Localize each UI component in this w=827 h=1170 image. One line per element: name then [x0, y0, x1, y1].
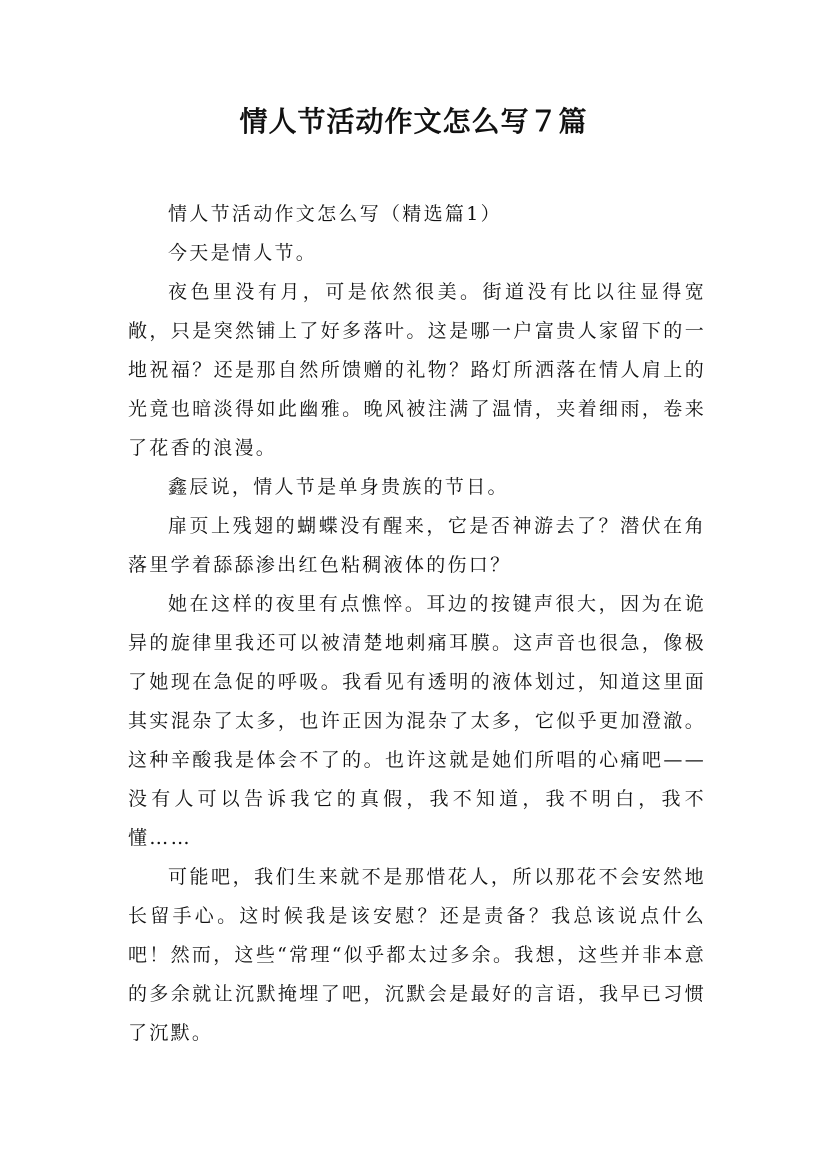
page-title: 情人节活动作文怎么写７篇: [239, 105, 588, 138]
paragraph: 可能吧，我们生来就不是那惜花人，所以那花不会安然地长留手心。这时候我是该安慰？还是责备？我总该说点什么吧！然而，这些“常理“似乎都太过多余。我想，这些并非本意的多余就让沉默掩埋了吧，沉默会是最好的言语，我早已习惯了沉默。: [128, 866, 706, 1044]
paragraph: 她在这样的夜里有点憔悴。耳边的按键声很大，因为在诡异的旋律里我还可以被清楚地刺痛耳膜。这声音也很急，像极了她现在急促的呼吸。我看见有透明的液体划过，知道这里面其实混杂了太多，也许正因为混杂了太多，它似乎更加澄澈。这种辛酸我是体会不了的。也许这就是她们所唱的心痛吧——没有人可以告诉我它的真假，我不知道，我不明白，我不懂……: [128, 593, 706, 849]
paragraph: 夜色里没有月，可是依然很美。街道没有比以往显得宽敞，只是突然铺上了好多落叶。这是哪一户富贵人家留下的一地祝福？还是那自然所馈赠的礼物？路灯所洒落在情人肩上的光竟也暗淡得如此幽雅。晚风被注满了温情，夹着细雨，卷来了花香的浪漫。: [128, 281, 706, 459]
article-subtitle: 情人节活动作文怎么写（精选篇1）: [168, 203, 502, 225]
paragraph: 今天是情人节。: [168, 242, 318, 264]
paragraph: 鑫辰说，情人节是单身贵族的节日。: [168, 476, 509, 498]
article-body: [128, 195, 706, 1053]
paragraph: 扉页上残翅的蝴蝶没有醒来，它是否神游去了？潜伏在角落里学着舔舔渗出红色粘稠液体的伤口？: [128, 515, 706, 576]
